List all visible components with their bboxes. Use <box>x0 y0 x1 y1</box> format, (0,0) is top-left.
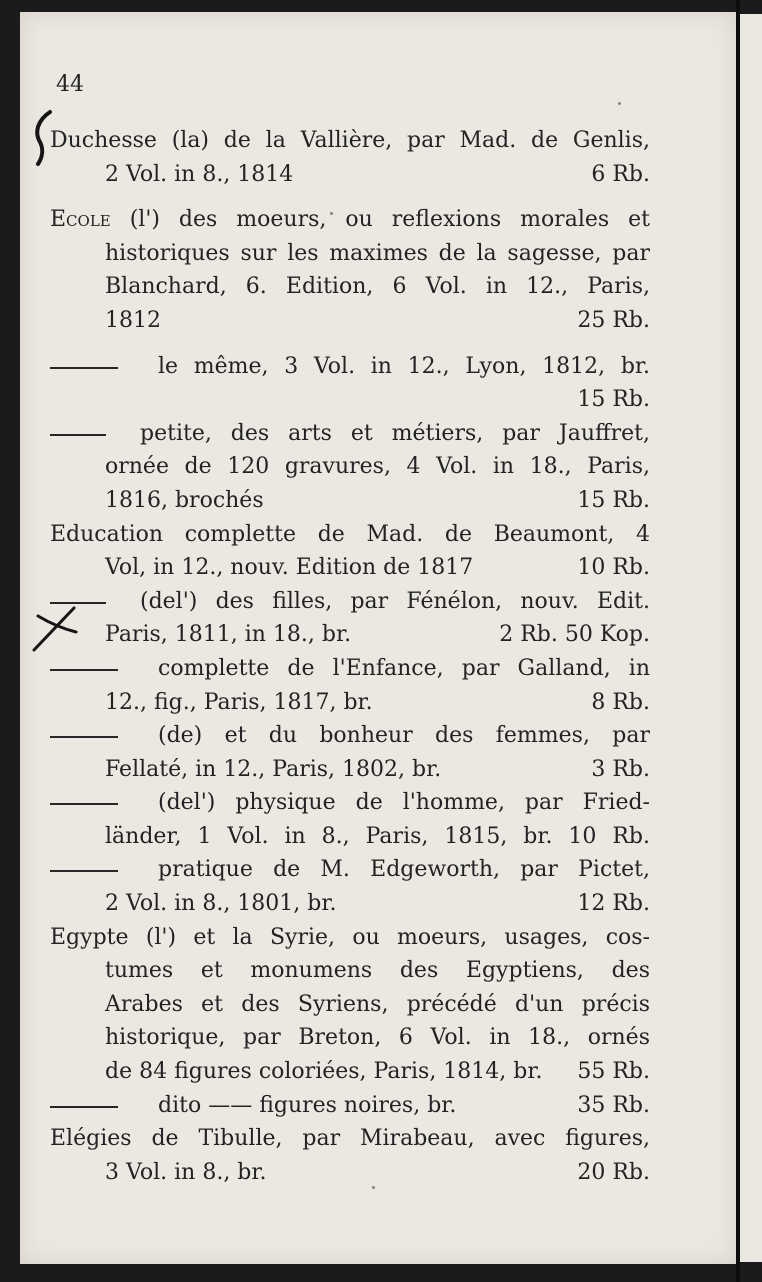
entry-first-line <box>50 853 650 887</box>
entry-continuation-line <box>50 1156 650 1190</box>
entry-line-text: tumes et monumens des Egyptiens, des <box>105 958 650 984</box>
catalog-entry <box>50 350 650 417</box>
entry-line-text: de 84 figures coloriées, Paris, 1814, br. <box>105 1059 543 1085</box>
entry-first-line <box>50 203 650 237</box>
entry-continuation-line <box>50 383 650 417</box>
ditto-dash <box>50 736 118 738</box>
entry-line-text: historiques sur les maximes de la sagesse, par <box>105 240 650 266</box>
entry-first-line <box>50 585 650 619</box>
ditto-dash <box>50 434 106 436</box>
catalog-entry <box>50 1089 650 1123</box>
entry-keyword: Ecole <box>50 207 111 233</box>
entry-lead-text: (del') physique de l'homme, par Fried- <box>158 790 650 816</box>
catalog-entry <box>50 921 650 1089</box>
entry-line-text: historique, par Breton, 6 Vol. in 18., ornés <box>105 1025 650 1051</box>
entry-lead-text: le même, 3 Vol. in 12., Lyon, 1812, br. <box>158 353 650 379</box>
entry-first-line <box>50 1089 650 1123</box>
ditto-dash <box>50 1106 118 1108</box>
entry-lead-text: pratique de M. Edgeworth, par Pictet, <box>158 857 650 883</box>
entry-continuation-line <box>50 618 650 652</box>
entry-price: 20 Rb. <box>577 1159 650 1185</box>
entry-lead-text: Egypte (l') et la Syrie, ou moeurs, usages, cos- <box>50 924 650 950</box>
entry-lead-text: complette de l'Enfance, par Galland, in <box>158 655 650 681</box>
ditto-dash <box>50 602 106 604</box>
entry-first-line <box>50 124 650 158</box>
entry-price: 55 Rb. <box>577 1059 650 1085</box>
catalog-entry <box>50 853 650 920</box>
entry-line-text: 2 Vol. in 8., 1801, br. <box>105 891 337 917</box>
ditto-dash <box>50 870 118 872</box>
entry-price: 15 Rb. <box>577 487 650 513</box>
entry-first-line <box>50 417 650 451</box>
entry-line-text: Fellaté, in 12., Paris, 1802, br. <box>105 756 442 782</box>
entry-first-line <box>50 786 650 820</box>
entry-line-text: Vol, in 12., nouv. Edition de 1817 <box>105 555 474 581</box>
entry-first-line <box>50 719 650 753</box>
entry-continuation-line <box>50 887 650 921</box>
entry-price: 2 Rb. 50 Kop. <box>499 622 650 648</box>
entry-continuation-line <box>50 450 650 484</box>
catalog-entry <box>50 585 650 652</box>
entry-continuation-line <box>50 304 650 338</box>
catalog-entry <box>50 518 650 585</box>
entry-lead-text: Elégies de Tibulle, par Mirabeau, avec figures, <box>50 1126 650 1152</box>
entry-price: 15 Rb. <box>577 387 650 413</box>
entry-line-text: Paris, 1811, in 18., br. <box>105 622 352 648</box>
entry-continuation-line <box>50 158 650 192</box>
entry-continuation-line <box>50 1055 650 1089</box>
entry-lead-text: dito —— figures noires, br. <box>158 1092 457 1118</box>
entry-line-text: 3 Vol. in 8., br. <box>105 1159 267 1185</box>
entry-price: 6 Rb. <box>591 161 650 187</box>
ditto-dash <box>50 669 118 671</box>
ditto-dash <box>50 367 118 369</box>
entry-line-text: Blanchard, 6. Edition, 6 Vol. in 12., Paris, <box>105 274 650 300</box>
entry-line-text: 2 Vol. in 8., 1814 <box>105 161 294 187</box>
entry-continuation-line <box>50 237 650 271</box>
ditto-dash <box>50 803 118 805</box>
entry-lead-text: (de) et du bonheur des femmes, par <box>158 723 650 749</box>
entry-price: 25 Rb. <box>577 307 650 333</box>
entry-continuation-line <box>50 1021 650 1055</box>
entry-continuation-line <box>50 551 650 585</box>
entry-price: 10 Rb. <box>577 555 650 581</box>
paper-speck <box>618 102 621 105</box>
entry-first-line <box>50 518 650 552</box>
entry-price: 8 Rb. <box>591 689 650 715</box>
catalog-entry <box>50 203 650 337</box>
entry-line-text: 12., fig., Paris, 1817, br. <box>105 689 373 715</box>
catalog-entry <box>50 719 650 786</box>
entry-price: 12 Rb. <box>577 891 650 917</box>
entry-continuation-line <box>50 988 650 1022</box>
entry-first-line <box>50 350 650 384</box>
entry-first-line <box>50 1122 650 1156</box>
catalog-entry <box>50 124 650 191</box>
catalog-entry <box>50 417 650 518</box>
entry-price: 35 Rb. <box>577 1092 650 1118</box>
entry-lead-text: (l') des moeurs, ou reflexions morales et <box>110 207 650 233</box>
entry-price: 3 Rb. <box>591 756 650 782</box>
entry-lead-text: Education complette de Mad. de Beaumont, 4 <box>50 521 650 547</box>
entry-lead-text: petite, des arts et métiers, par Jauffret, <box>140 420 650 446</box>
entry-line-text: länder, 1 Vol. in 8., Paris, 1815, br. 10 Rb. <box>105 823 650 849</box>
catalog-entry <box>50 652 650 719</box>
entry-continuation-line <box>50 270 650 304</box>
entry-first-line <box>50 652 650 686</box>
entry-lead-text: Duchesse (la) de la Vallière, par Mad. de Genlis, <box>50 128 650 153</box>
entry-continuation-line <box>50 820 650 854</box>
entry-continuation-line <box>50 954 650 988</box>
entry-continuation-line <box>50 753 650 787</box>
entry-continuation-line <box>50 484 650 518</box>
entry-first-line <box>50 921 650 955</box>
entry-line-text: 1812 <box>105 307 161 333</box>
entry-lead-text: (del') des filles, par Fénélon, nouv. Edit. <box>140 588 650 614</box>
entry-line-text: ornée de 120 gravures, 4 Vol. in 18., Paris, <box>105 454 650 480</box>
entry-continuation-line <box>50 686 650 720</box>
catalog-entries <box>50 124 650 1189</box>
adjacent-page-edge <box>740 14 762 1262</box>
catalog-entry <box>50 786 650 853</box>
page-number: 44 <box>56 72 84 97</box>
entry-line-text: Arabes et des Syriens, précédé d'un précis <box>105 991 650 1017</box>
entry-line-text: 1816, brochés <box>105 487 264 513</box>
catalog-entry <box>50 1122 650 1189</box>
